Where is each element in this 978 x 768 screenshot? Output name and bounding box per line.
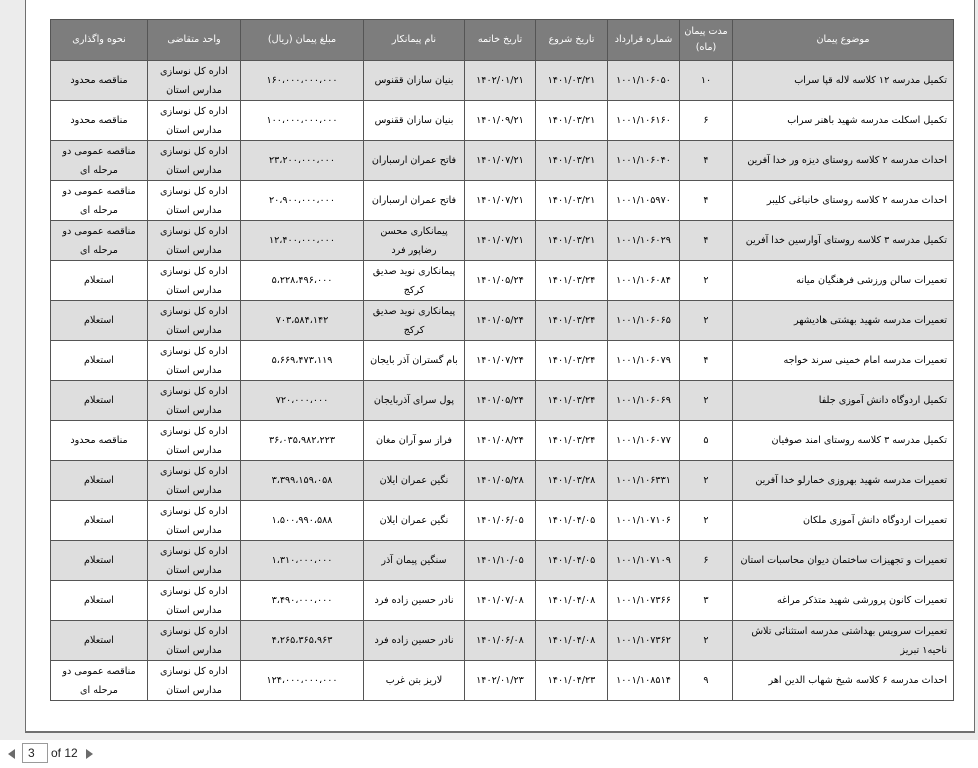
table-row	[51, 61, 954, 101]
cell-subject: تعمیرات سالن ورزشی فرهنگیان میانه	[733, 261, 954, 301]
next-page-icon[interactable]	[86, 749, 93, 759]
cell-amount: ۱،۵۰۰،۹۹۰،۵۸۸	[241, 501, 364, 541]
cell-start-date: ۱۴۰۱/۰۳/۲۴	[536, 341, 608, 381]
contracts-table-wrapper	[50, 19, 954, 701]
cell-duration: ۴	[680, 141, 733, 181]
page-number-input[interactable]	[22, 743, 48, 763]
cell-unit: اداره کل نوسازی مدارس استان	[148, 581, 241, 621]
cell-amount: ۲۳،۲۰۰،۰۰۰،۰۰۰	[241, 141, 364, 181]
cell-start-date: ۱۴۰۱/۰۳/۲۴	[536, 381, 608, 421]
page-count-label: of 12	[51, 746, 78, 760]
header-amount: مبلغ پیمان (ریال)	[241, 20, 364, 61]
cell-start-date: ۱۴۰۱/۰۳/۲۱	[536, 221, 608, 261]
cell-contractor: بنیان سازان ققنوس	[364, 101, 465, 141]
cell-end-date: ۱۴۰۱/۰۵/۲۴	[465, 381, 536, 421]
cell-unit: اداره کل نوسازی مدارس استان	[148, 661, 241, 701]
cell-contract-no: ۱۰۰۱/۱۰۸۵۱۴	[608, 661, 680, 701]
cell-start-date: ۱۴۰۱/۰۳/۲۸	[536, 461, 608, 501]
cell-start-date: ۱۴۰۱/۰۴/۰۵	[536, 501, 608, 541]
cell-start-date: ۱۴۰۱/۰۳/۲۱	[536, 101, 608, 141]
header-contractor: نام پیمانکار	[364, 20, 465, 61]
cell-method: استعلام	[51, 301, 148, 341]
cell-end-date: ۱۴۰۱/۰۵/۲۸	[465, 461, 536, 501]
table-row	[51, 301, 954, 341]
cell-subject: تکمیل اسکلت مدرسه شهید باهنر سراب	[733, 101, 954, 141]
cell-amount: ۵،۲۲۸،۴۹۶،۰۰۰	[241, 261, 364, 301]
cell-amount: ۱۰۰،۰۰۰،۰۰۰،۰۰۰	[241, 101, 364, 141]
pager-bar	[0, 740, 978, 768]
cell-end-date: ۱۴۰۱/۰۹/۲۱	[465, 101, 536, 141]
cell-unit: اداره کل نوسازی مدارس استان	[148, 141, 241, 181]
table-body	[51, 61, 954, 701]
previous-page-icon[interactable]	[8, 749, 15, 759]
table-row	[51, 101, 954, 141]
cell-duration: ۲	[680, 261, 733, 301]
cell-contract-no: ۱۰۰۱/۱۰۶۳۳۱	[608, 461, 680, 501]
cell-contract-no: ۱۰۰۱/۱۰۷۱۰۹	[608, 541, 680, 581]
cell-end-date: ۱۴۰۱/۰۶/۰۸	[465, 621, 536, 661]
table-row	[51, 621, 954, 661]
table-row	[51, 381, 954, 421]
cell-subject: تکمیل اردوگاه دانش آموزی جلفا	[733, 381, 954, 421]
cell-start-date: ۱۴۰۱/۰۴/۲۳	[536, 661, 608, 701]
cell-contractor: پول سرای آذربایجان	[364, 381, 465, 421]
cell-subject: تعمیرات مدرسه شهید بهروزی خمارلو خدا آفرین	[733, 461, 954, 501]
cell-end-date: ۱۴۰۱/۰۵/۲۴	[465, 301, 536, 341]
cell-duration: ۳	[680, 581, 733, 621]
cell-unit: اداره کل نوسازی مدارس استان	[148, 541, 241, 581]
cell-unit: اداره کل نوسازی مدارس استان	[148, 61, 241, 101]
cell-contract-no: ۱۰۰۱/۱۰۶۰۴۰	[608, 141, 680, 181]
cell-duration: ۶	[680, 541, 733, 581]
cell-method: مناقصه عمومی دو مرحله ای	[51, 181, 148, 221]
cell-contract-no: ۱۰۰۱/۱۰۶۰۶۵	[608, 301, 680, 341]
cell-subject: احداث مدرسه ۲ کلاسه روستای خانباغی کلیبر	[733, 181, 954, 221]
table-row	[51, 461, 954, 501]
cell-end-date: ۱۴۰۱/۰۵/۲۴	[465, 261, 536, 301]
cell-contract-no: ۱۰۰۱/۱۰۶۰۷۹	[608, 341, 680, 381]
cell-duration: ۴	[680, 181, 733, 221]
cell-amount: ۱۲۴،۰۰۰،۰۰۰،۰۰۰	[241, 661, 364, 701]
cell-contractor: فراز سو آران مغان	[364, 421, 465, 461]
cell-unit: اداره کل نوسازی مدارس استان	[148, 621, 241, 661]
cell-contractor: نگین عمران ایلان	[364, 461, 465, 501]
cell-contract-no: ۱۰۰۱/۱۰۷۳۶۲	[608, 621, 680, 661]
cell-start-date: ۱۴۰۱/۰۴/۰۸	[536, 621, 608, 661]
cell-amount: ۳،۳۹۹،۱۵۹،۰۵۸	[241, 461, 364, 501]
cell-contractor: نادر حسین زاده فرد	[364, 621, 465, 661]
cell-start-date: ۱۴۰۱/۰۴/۰۵	[536, 541, 608, 581]
table-row	[51, 261, 954, 301]
cell-start-date: ۱۴۰۱/۰۳/۲۴	[536, 261, 608, 301]
cell-start-date: ۱۴۰۱/۰۴/۰۸	[536, 581, 608, 621]
cell-contractor: لاریز بتن غرب	[364, 661, 465, 701]
cell-duration: ۹	[680, 661, 733, 701]
cell-contractor: سنگین پیمان آذر	[364, 541, 465, 581]
cell-subject: تعمیرات سرویس بهداشتی مدرسه استثنائی تلاش ناحیه۱ تبریز	[733, 621, 954, 661]
cell-amount: ۷۲۰،۰۰۰،۰۰۰	[241, 381, 364, 421]
cell-subject: تعمیرات مدرسه شهید بهشتی هادیشهر	[733, 301, 954, 341]
cell-method: مناقصه عمومی دو مرحله ای	[51, 141, 148, 181]
cell-duration: ۴	[680, 341, 733, 381]
cell-duration: ۵	[680, 421, 733, 461]
table-row	[51, 181, 954, 221]
cell-subject: تعمیرات و تجهیزات ساختمان دیوان محاسبات استان	[733, 541, 954, 581]
cell-duration: ۲	[680, 301, 733, 341]
table-row	[51, 661, 954, 701]
header-start-date: تاریخ شروع	[536, 20, 608, 61]
table-row	[51, 421, 954, 461]
cell-end-date: ۱۴۰۱/۰۷/۲۱	[465, 141, 536, 181]
cell-end-date: ۱۴۰۱/۰۷/۲۱	[465, 221, 536, 261]
header-duration: مدت پیمان (ماه)	[680, 20, 733, 61]
cell-amount: ۵،۶۶۹،۴۷۳،۱۱۹	[241, 341, 364, 381]
cell-end-date: ۱۴۰۱/۰۶/۰۵	[465, 501, 536, 541]
cell-contract-no: ۱۰۰۱/۱۰۶۰۷۷	[608, 421, 680, 461]
cell-start-date: ۱۴۰۱/۰۳/۲۱	[536, 181, 608, 221]
cell-subject: تعمیرات اردوگاه دانش آموزی ملکان	[733, 501, 954, 541]
cell-method: استعلام	[51, 501, 148, 541]
document-page	[25, 0, 975, 733]
cell-contractor: بام گستران آذر بایجان	[364, 341, 465, 381]
cell-end-date: ۱۴۰۲/۰۱/۲۳	[465, 661, 536, 701]
cell-subject: احداث مدرسه ۶ کلاسه شیخ شهاب الدین اهر	[733, 661, 954, 701]
cell-duration: ۴	[680, 221, 733, 261]
cell-duration: ۲	[680, 461, 733, 501]
cell-amount: ۱۶۰،۰۰۰،۰۰۰،۰۰۰	[241, 61, 364, 101]
cell-contract-no: ۱۰۰۱/۱۰۷۳۶۶	[608, 581, 680, 621]
cell-amount: ۱،۳۱۰،۰۰۰،۰۰۰	[241, 541, 364, 581]
cell-start-date: ۱۴۰۱/۰۳/۲۱	[536, 61, 608, 101]
cell-start-date: ۱۴۰۱/۰۳/۲۱	[536, 141, 608, 181]
cell-duration: ۲	[680, 381, 733, 421]
header-subject: موضوع پیمان	[733, 20, 954, 61]
cell-method: استعلام	[51, 621, 148, 661]
cell-method: مناقصه عمومی دو مرحله ای	[51, 661, 148, 701]
cell-subject: تعمیرات مدرسه امام خمینی سرند خواجه	[733, 341, 954, 381]
cell-subject: تکمیل مدرسه ۳ کلاسه روستای آوارسین خدا آفرین	[733, 221, 954, 261]
cell-method: استعلام	[51, 461, 148, 501]
cell-contract-no: ۱۰۰۱/۱۰۶۰۲۹	[608, 221, 680, 261]
cell-contract-no: ۱۰۰۱/۱۰۶۰۸۴	[608, 261, 680, 301]
cell-contractor: نگین عمران ایلان	[364, 501, 465, 541]
header-contract-no: شماره قرارداد	[608, 20, 680, 61]
cell-end-date: ۱۴۰۱/۰۷/۰۸	[465, 581, 536, 621]
cell-contract-no: ۱۰۰۱/۱۰۶۰۶۹	[608, 381, 680, 421]
cell-contractor: فاتح عمران ارسباران	[364, 141, 465, 181]
cell-end-date: ۱۴۰۱/۰۸/۲۴	[465, 421, 536, 461]
cell-unit: اداره کل نوسازی مدارس استان	[148, 381, 241, 421]
table-row	[51, 341, 954, 381]
cell-contract-no: ۱۰۰۱/۱۰۶۰۵۰	[608, 61, 680, 101]
cell-unit: اداره کل نوسازی مدارس استان	[148, 181, 241, 221]
cell-unit: اداره کل نوسازی مدارس استان	[148, 421, 241, 461]
cell-duration: ۶	[680, 101, 733, 141]
contracts-table	[50, 19, 954, 701]
cell-contractor: پیمانکاری محسن رضاپور فرد	[364, 221, 465, 261]
table-header	[51, 20, 954, 61]
cell-method: استعلام	[51, 581, 148, 621]
cell-unit: اداره کل نوسازی مدارس استان	[148, 461, 241, 501]
cell-subject: احداث مدرسه ۲ کلاسه روستای دیزه ور خدا آفرین	[733, 141, 954, 181]
cell-subject: تعمیرات کانون پرورشی شهید متذکر مراغه	[733, 581, 954, 621]
cell-method: استعلام	[51, 341, 148, 381]
cell-unit: اداره کل نوسازی مدارس استان	[148, 341, 241, 381]
cell-method: مناقصه محدود	[51, 421, 148, 461]
cell-end-date: ۱۴۰۲/۰۱/۲۱	[465, 61, 536, 101]
cell-amount: ۴،۲۶۵،۳۶۵،۹۶۳	[241, 621, 364, 661]
table-row	[51, 221, 954, 261]
cell-method: استعلام	[51, 541, 148, 581]
cell-unit: اداره کل نوسازی مدارس استان	[148, 261, 241, 301]
header-row	[51, 20, 954, 61]
table-row	[51, 141, 954, 181]
header-end-date: تاریخ خاتمه	[465, 20, 536, 61]
cell-unit: اداره کل نوسازی مدارس استان	[148, 501, 241, 541]
cell-start-date: ۱۴۰۱/۰۳/۲۴	[536, 301, 608, 341]
header-method: نحوه واگذاری	[51, 20, 148, 61]
cell-amount: ۲۰،۹۰۰،۰۰۰،۰۰۰	[241, 181, 364, 221]
cell-contract-no: ۱۰۰۱/۱۰۵۹۷۰	[608, 181, 680, 221]
cell-method: مناقصه عمومی دو مرحله ای	[51, 221, 148, 261]
header-unit: واحد متقاضی	[148, 20, 241, 61]
cell-contractor: پیمانکاری نوید صدیق کرکج	[364, 301, 465, 341]
table-row	[51, 581, 954, 621]
cell-amount: ۳۶،۰۳۵،۹۸۲،۲۲۳	[241, 421, 364, 461]
table-row	[51, 541, 954, 581]
cell-amount: ۳،۴۹۰،۰۰۰،۰۰۰	[241, 581, 364, 621]
cell-amount: ۱۲،۴۰۰،۰۰۰،۰۰۰	[241, 221, 364, 261]
cell-duration: ۲	[680, 501, 733, 541]
cell-amount: ۷۰۳،۵۸۴،۱۴۲	[241, 301, 364, 341]
cell-contractor: نادر حسین زاده فرد	[364, 581, 465, 621]
cell-contractor: بنیان سازان ققنوس	[364, 61, 465, 101]
cell-contract-no: ۱۰۰۱/۱۰۶۱۶۰	[608, 101, 680, 141]
cell-unit: اداره کل نوسازی مدارس استان	[148, 101, 241, 141]
cell-contractor: پیمانکاری نوید صدیق کرکج	[364, 261, 465, 301]
table-row	[51, 501, 954, 541]
cell-contract-no: ۱۰۰۱/۱۰۷۱۰۶	[608, 501, 680, 541]
cell-method: مناقصه محدود	[51, 61, 148, 101]
cell-end-date: ۱۴۰۱/۱۰/۰۵	[465, 541, 536, 581]
cell-unit: اداره کل نوسازی مدارس استان	[148, 301, 241, 341]
cell-method: استعلام	[51, 261, 148, 301]
cell-method: مناقصه محدود	[51, 101, 148, 141]
cell-subject: تکمیل مدرسه ۳ کلاسه روستای امند صوفیان	[733, 421, 954, 461]
cell-end-date: ۱۴۰۱/۰۷/۲۴	[465, 341, 536, 381]
cell-unit: اداره کل نوسازی مدارس استان	[148, 221, 241, 261]
cell-duration: ۲	[680, 621, 733, 661]
cell-method: استعلام	[51, 381, 148, 421]
cell-contractor: فاتح عمران ارسباران	[364, 181, 465, 221]
cell-subject: تکمیل مدرسه ۱۲ کلاسه لاله قپا سراب	[733, 61, 954, 101]
cell-duration: ۱۰	[680, 61, 733, 101]
cell-start-date: ۱۴۰۱/۰۳/۲۴	[536, 421, 608, 461]
cell-end-date: ۱۴۰۱/۰۷/۲۱	[465, 181, 536, 221]
